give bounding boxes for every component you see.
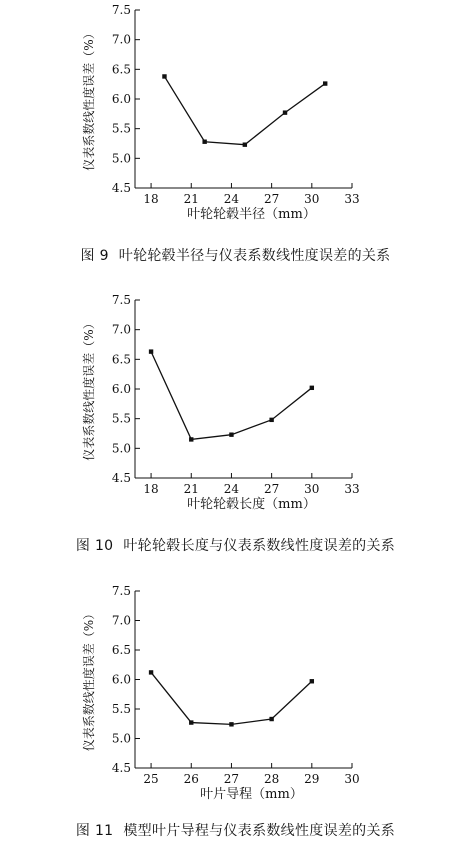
x-axis-label: 叶片导程（mm） (200, 787, 303, 802)
y-tick-label: 7.5 (111, 584, 131, 598)
chart-1 (0, 0, 471, 240)
y-tick-label: 5.0 (111, 151, 131, 166)
caption-3-number: 图 11 (75, 823, 114, 839)
y-tick-label: 6.5 (111, 643, 131, 657)
data-point (229, 722, 233, 726)
chart-panel-3 (0, 580, 471, 846)
x-tick-label: 30 (304, 192, 320, 206)
y-tick-label: 7.5 (111, 3, 131, 17)
x-tick-label: 27 (263, 192, 280, 206)
y-tick-label: 7.0 (111, 32, 131, 47)
x-tick-label: 30 (304, 482, 320, 496)
x-tick-label: 24 (223, 482, 240, 496)
x-tick-label: 33 (344, 482, 360, 496)
x-tick-label: 21 (183, 192, 199, 206)
y-tick-label: 7.0 (111, 322, 131, 337)
x-tick-label: 18 (143, 192, 159, 206)
chart-panel-1 (0, 0, 471, 290)
x-axis-label: 叶轮轮毂长度（mm） (187, 497, 316, 512)
y-tick-label: 6.0 (111, 382, 131, 396)
y-tick-label: 6.0 (111, 92, 131, 106)
data-point (323, 81, 327, 85)
series-line (164, 76, 325, 144)
data-point (189, 720, 193, 724)
data-point (310, 679, 314, 683)
series-line (151, 672, 312, 724)
x-tick-label: 18 (143, 482, 159, 496)
data-point (162, 74, 166, 78)
caption-1-number: 图 9 (80, 248, 109, 264)
y-tick-label: 6.5 (111, 62, 131, 77)
chart-3 (0, 580, 471, 810)
x-tick-label: 30 (344, 772, 360, 786)
y-tick-label: 5.0 (111, 441, 131, 456)
y-tick-label: 5.5 (111, 702, 131, 716)
y-axis-label: 仪表系数线性度误差（%） (82, 317, 96, 461)
data-point (310, 386, 314, 390)
x-tick-label: 29 (304, 772, 320, 786)
x-tick-label: 26 (183, 772, 199, 786)
y-tick-label: 6.0 (111, 672, 131, 687)
data-point (229, 432, 233, 436)
data-point (202, 140, 206, 144)
caption-2 (0, 535, 471, 555)
x-tick-label: 25 (143, 772, 159, 786)
chart-2 (0, 290, 471, 530)
y-tick-label: 5.0 (111, 731, 131, 746)
data-point (243, 142, 247, 146)
chart-panel-2 (0, 290, 471, 580)
caption-1-text: 叶轮轮毂半径与仪表系数线性度误差的关系 (118, 248, 391, 264)
data-point (283, 110, 287, 114)
series-line (151, 352, 312, 440)
data-point (269, 418, 273, 422)
y-tick-label: 5.5 (111, 411, 131, 426)
x-tick-label: 24 (223, 192, 240, 206)
caption-3 (0, 820, 471, 840)
caption-3-text: 模型叶片导程与仪表系数线性度误差的关系 (123, 823, 396, 839)
y-axis-label: 仪表系数线性度误差（%） (82, 607, 96, 752)
x-tick-label: 27 (223, 772, 240, 786)
data-point (269, 717, 273, 721)
caption-1 (0, 245, 471, 265)
y-tick-label: 6.5 (111, 352, 131, 367)
data-point (149, 670, 153, 674)
x-tick-label: 28 (263, 772, 280, 786)
y-tick-label: 5.5 (111, 121, 131, 136)
x-tick-label: 21 (183, 482, 199, 496)
y-tick-label: 7.5 (111, 293, 131, 307)
y-tick-label: 4.5 (111, 181, 131, 195)
caption-2-number: 图 10 (75, 538, 114, 554)
x-axis-label: 叶轮轮毂半径（mm） (187, 207, 316, 222)
y-tick-label: 7.0 (111, 613, 131, 628)
x-tick-label: 27 (263, 482, 280, 496)
y-tick-label: 4.5 (111, 761, 131, 775)
x-tick-label: 33 (344, 192, 360, 206)
caption-2-text: 叶轮轮毂长度与仪表系数线性度误差的关系 (123, 538, 396, 554)
y-tick-label: 4.5 (111, 471, 131, 485)
data-point (149, 349, 153, 353)
y-axis-label: 仪表系数线性度误差（%） (82, 27, 96, 171)
data-point (189, 437, 193, 441)
